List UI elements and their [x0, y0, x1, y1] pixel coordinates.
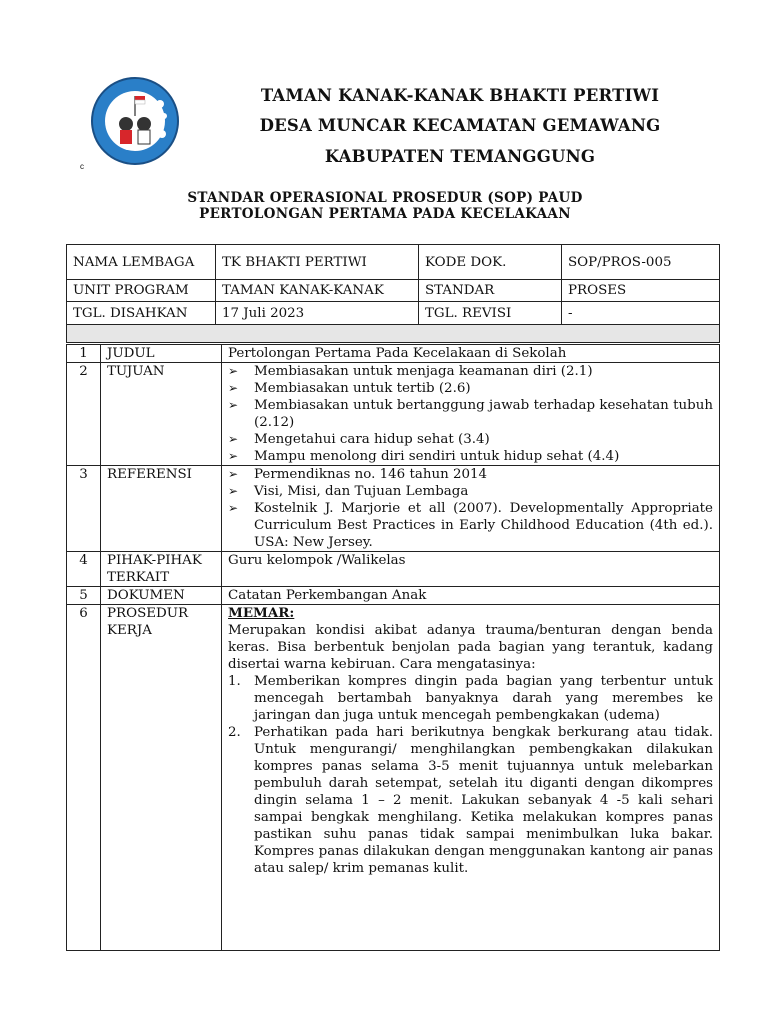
- referensi-list-cell: [222, 466, 720, 552]
- tgl-disahkan-value: 17 Juli 2023: [216, 302, 419, 325]
- step-text: Memberikan kompres dingin pada bagian yang terbentur untuk mencegah bertambah banyaknya darah yang merembes ke jaringan dan juga untuk mencegah pembengkakan (udema): [254, 674, 713, 723]
- pihak-value: Guru kelompok /Walikelas: [222, 552, 720, 587]
- table-row: [67, 302, 720, 325]
- row-label: TUJUAN: [101, 363, 222, 466]
- row-label: DOKUMEN: [101, 587, 222, 605]
- header-line-1: TAMAN KANAK-KANAK BHAKTI PERTIWI: [260, 86, 660, 105]
- header-line-3: KABUPATEN TEMANGGUNG: [324, 147, 596, 166]
- unit-program-value: TAMAN KANAK-KANAK: [216, 280, 419, 302]
- step-number: 2.: [228, 725, 241, 740]
- judul-value: Pertolongan Pertama Pada Kecelakaan di Sekolah: [222, 345, 720, 363]
- kode-dok-label: KODE DOK.: [419, 245, 562, 280]
- table-row: [67, 466, 720, 552]
- gray-separator: [67, 325, 720, 343]
- content-table: [66, 344, 720, 951]
- prosedur-heading: MEMAR:: [228, 605, 295, 621]
- tgl-revisi-value: -: [562, 302, 720, 325]
- kode-dok-value: SOP/PROS-005: [562, 245, 720, 280]
- info-table: [66, 244, 720, 343]
- small-mark: c: [80, 162, 84, 171]
- list-item: [228, 673, 713, 724]
- table-row: [67, 245, 720, 280]
- standar-value: PROSES: [562, 280, 720, 302]
- row-number: 6: [67, 605, 101, 951]
- row-label: REFERENSI: [101, 466, 222, 552]
- unit-program-label: UNIT PROGRAM: [67, 280, 216, 302]
- row-label: JUDUL: [101, 345, 222, 363]
- row-number: 2: [67, 363, 101, 466]
- table-row: [67, 605, 720, 951]
- table-row: [67, 345, 720, 363]
- referensi-list: [228, 466, 713, 551]
- school-emblem-icon: [90, 76, 180, 166]
- prosedur-steps: [228, 673, 713, 877]
- row-number: 4: [67, 552, 101, 587]
- nama-lembaga-label: NAMA LEMBAGA: [67, 245, 216, 280]
- sop-title-line-2: PERTOLONGAN PERTAMA PADA KECELAKAAN: [199, 206, 571, 222]
- list-item: ➢ Membiasakan untuk bertanggung jawab terhadap kesehatan tubuh (2.12): [228, 397, 713, 431]
- tgl-disahkan-label: TGL. DISAHKAN: [67, 302, 216, 325]
- list-item: ➢ Membiasakan untuk tertib (2.6): [228, 380, 713, 397]
- row-number: 1: [67, 345, 101, 363]
- list-item: ➢ Visi, Misi, dan Tujuan Lembaga: [228, 483, 713, 500]
- list-item: ➢ Membiasakan untuk menjaga keamanan diri (2.1): [228, 363, 713, 380]
- gray-separator-row: [67, 325, 720, 343]
- tgl-revisi-label: TGL. REVISI: [419, 302, 562, 325]
- row-number: 3: [67, 466, 101, 552]
- step-number: 1.: [228, 674, 241, 689]
- nama-lembaga-value: TK BHAKTI PERTIWI: [216, 245, 419, 280]
- list-item: [228, 724, 713, 877]
- list-item: ➢ Mampu menolong diri sendiri untuk hidup sehat (4.4): [228, 448, 713, 465]
- table-row: [67, 552, 720, 587]
- list-item: ➢ Permendiknas no. 146 tahun 2014: [228, 466, 713, 483]
- row-label: PIHAK-PIHAK TERKAIT: [101, 552, 222, 587]
- step-text: Perhatikan pada hari berikutnya bengkak berkurang atau tidak. Untuk mengurangi/ menghilangkan pembengkakan dilakukan kompres panas selama 3-5 menit tujuannya untuk melebarkan pembuluh darah setempat, setelah itu diganti dengan dikompres dingin selama 1 – 2 menit. Lakukan sebanyak 4 -5 kali sehari sampai bengkak menghilang. Ketika melakukan kompres panas pastikan suhu panas tidak sampai menimbulkan luka bakar. Kompres panas dilakukan dengan menggunakan kantong air panas atau salep/ krim pemanas kulit.: [254, 725, 713, 876]
- table-row: [67, 363, 720, 466]
- header-line-2: DESA MUNCAR KECAMATAN GEMAWANG: [259, 116, 661, 135]
- prosedur-intro: Merupakan kondisi akibat adanya trauma/benturan dengan benda keras. Bisa berbentuk benjolan pada bagian yang terantuk, kadang disertai warna kebiruan. Cara mengatasinya:: [228, 623, 713, 672]
- dokumen-value: Catatan Perkembangan Anak: [222, 587, 720, 605]
- row-label: PROSEDUR KERJA: [101, 605, 222, 951]
- list-item: ➢ Mengetahui cara hidup sehat (3.4): [228, 431, 713, 448]
- tujuan-list: [228, 363, 713, 465]
- prosedur-cell: [222, 605, 720, 951]
- sop-title-line-1: STANDAR OPERASIONAL PROSEDUR (SOP) PAUD: [187, 190, 583, 206]
- list-item: ➢ Kostelnik J. Marjorie et all (2007). Developmentally Appropriate Curriculum Best Practices in Early Childhood Education (4th ed.). USA: New Jersey.: [228, 500, 713, 551]
- table-row: [67, 587, 720, 605]
- row-number: 5: [67, 587, 101, 605]
- tujuan-list-cell: [222, 363, 720, 466]
- standar-label: STANDAR: [419, 280, 562, 302]
- table-row: [67, 280, 720, 302]
